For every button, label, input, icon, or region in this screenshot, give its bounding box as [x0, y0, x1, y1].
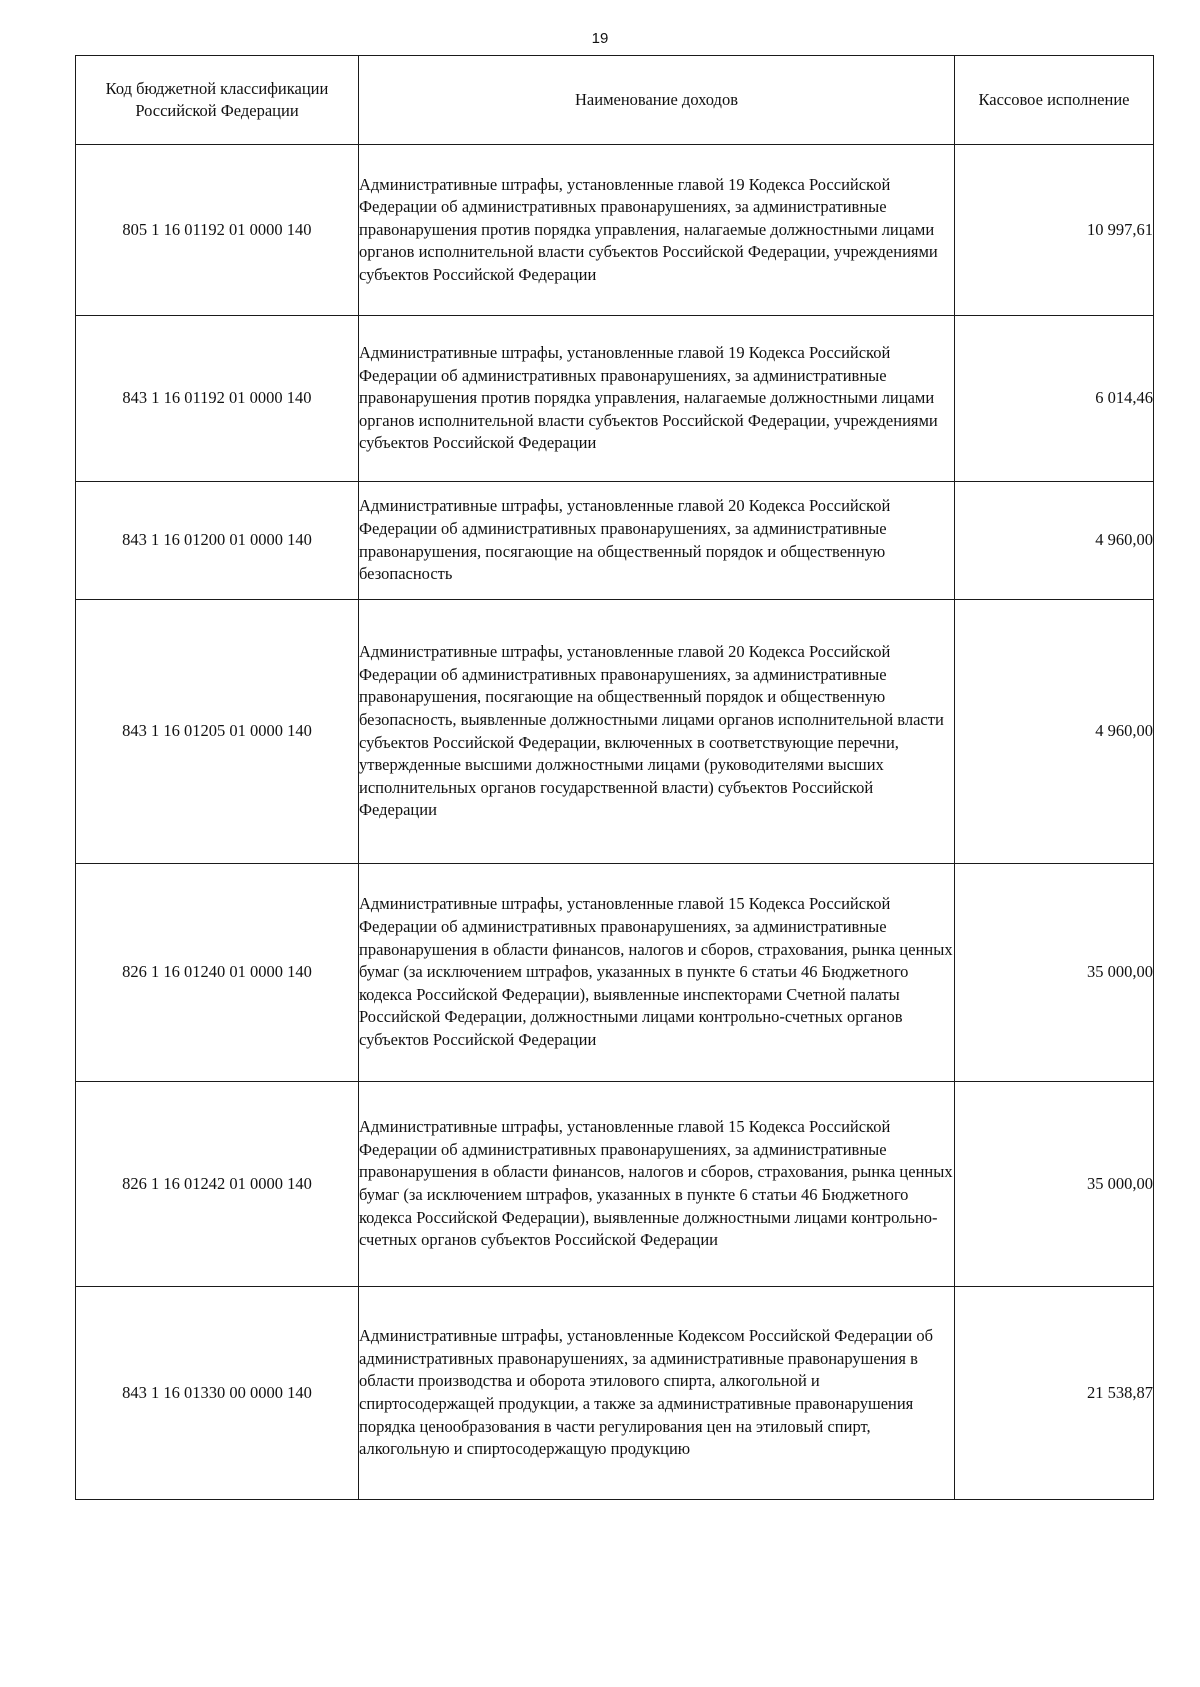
row-amount: 4 960,00	[955, 600, 1154, 864]
table-row	[76, 145, 1154, 316]
header-amount: Кассовое исполнение	[955, 56, 1154, 145]
table-header-row	[76, 56, 1154, 145]
table-row	[76, 600, 1154, 864]
row-name: Административные штрафы, установленные главой 20 Кодекса Российской Федерации об административных правонарушениях, за административные правонарушения, посягающие на общественный порядок и общественную безопасность, выявленные должностными лицами органов исполнительной власти субъектов Российской Федерации, включенных в соответствующие перечни, утвержденные высшими должностными лицами (руководителями высших исполнительных органов государственной власти) субъектов Российской Федерации	[359, 600, 955, 864]
row-name: Административные штрафы, установленные главой 15 Кодекса Российской Федерации об административных правонарушениях, за административные правонарушения в области финансов, налогов и сборов, страхования, рынка ценных бумаг (за исключением штрафов, указанных в пункте 6 статьи 46 Бюджетного кодекса Российской Федерации), выявленные инспекторами Счетной палаты Российской Федерации, должностными лицами контрольно-счетных органов субъектов Российской Федерации	[359, 864, 955, 1082]
row-name: Административные штрафы, установленные главой 15 Кодекса Российской Федерации об административных правонарушениях, за административные правонарушения в области финансов, налогов и сборов, страхования, рынка ценных бумаг (за исключением штрафов, указанных в пункте 6 статьи 46 Бюджетного кодекса Российской Федерации), выявленные должностными лицами контрольно-счетных органов субъектов Российской Федерации	[359, 1082, 955, 1287]
row-amount: 6 014,46	[955, 316, 1154, 482]
row-name: Административные штрафы, установленные Кодексом Российской Федерации об административных правонарушениях, за административные правонарушения в области производства и оборота этилового спирта, алкогольной и спиртосодержащей продукции, а также за административные правонарушения порядка ценообразования в части регулирования цен на этиловый спирт, алкогольную и спиртосодержащую продукцию	[359, 1287, 955, 1500]
row-code: 843 1 16 01192 01 0000 140	[76, 316, 359, 482]
row-name: Административные штрафы, установленные главой 19 Кодекса Российской Федерации об административных правонарушениях, за административные правонарушения против порядка управления, налагаемые должностными лицами органов исполнительной власти субъектов Российской Федерации, учреждениями субъектов Российской Федерации	[359, 316, 955, 482]
row-amount: 35 000,00	[955, 864, 1154, 1082]
row-name: Административные штрафы, установленные главой 19 Кодекса Российской Федерации об административных правонарушениях, за административные правонарушения против порядка управления, налагаемые должностными лицами органов исполнительной власти субъектов Российской Федерации, учреждениями субъектов Российской Федерации	[359, 145, 955, 316]
table-row	[76, 864, 1154, 1082]
table-row	[76, 1082, 1154, 1287]
table-row	[76, 1287, 1154, 1500]
revenue-table	[75, 55, 1154, 1500]
row-code: 826 1 16 01242 01 0000 140	[76, 1082, 359, 1287]
header-code: Код бюджетной классификации Российской Федерации	[76, 56, 359, 145]
row-code: 805 1 16 01192 01 0000 140	[76, 145, 359, 316]
page-number: 19	[591, 30, 609, 47]
row-amount: 21 538,87	[955, 1287, 1154, 1500]
row-code: 843 1 16 01330 00 0000 140	[76, 1287, 359, 1500]
row-code: 826 1 16 01240 01 0000 140	[76, 864, 359, 1082]
row-amount: 35 000,00	[955, 1082, 1154, 1287]
row-name: Административные штрафы, установленные главой 20 Кодекса Российской Федерации об административных правонарушениях, за административные правонарушения, посягающие на общественный порядок и общественную безопасность	[359, 482, 955, 600]
row-code: 843 1 16 01200 01 0000 140	[76, 482, 359, 600]
header-name: Наименование доходов	[359, 56, 955, 145]
table-row	[76, 316, 1154, 482]
row-amount: 4 960,00	[955, 482, 1154, 600]
row-code: 843 1 16 01205 01 0000 140	[76, 600, 359, 864]
row-amount: 10 997,61	[955, 145, 1154, 316]
table-row	[76, 482, 1154, 600]
